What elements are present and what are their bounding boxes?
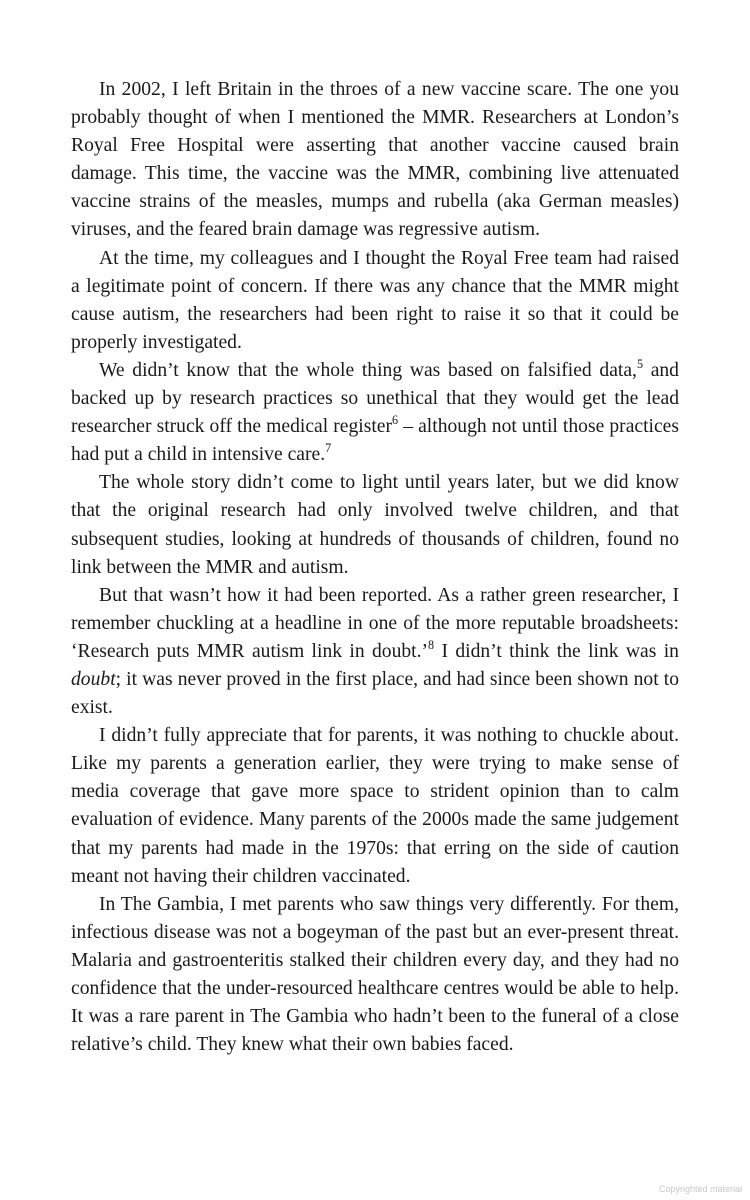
copyright-watermark: Copyrighted material xyxy=(658,1184,742,1194)
footnote-ref: 5 xyxy=(636,356,644,371)
book-page-body xyxy=(71,76,679,1059)
text-run: In The Gambia, I met parents who saw things very differently. For them, infectious disease was not a bogeyman of the past but an ever-present threat. Malaria and gastroenteritis stalked their children every day, and they had no confidence that the under-resourced healthcare centres would be able to help. It was a rare parent in The Gambia who hadn’t been to the funeral of a close relative’s child. They knew what their own babies faced. xyxy=(71,893,679,1056)
text-run: ; it was never proved in the first place, and had since been shown not to exist. xyxy=(71,668,679,719)
text-run: But that wasn’t how it had been reported. As a rather green researcher, I remember chuckling at a headline in one of the more reputable broadsheets: ‘Research puts MMR autism link in doubt.’ xyxy=(71,584,679,662)
footnote-ref: 6 xyxy=(392,413,399,427)
text-run: We didn’t know that the whole thing was based on falsified data, xyxy=(99,359,637,381)
text-run: – although not until those practices had put a child in intensive care. xyxy=(71,416,680,466)
emphasis-text: doubt xyxy=(71,668,116,690)
text-run: I didn’t think the link was in xyxy=(434,640,679,662)
footnote-ref: 7 xyxy=(325,441,332,456)
text-run: I didn’t fully appreciate that for parents, it was nothing to chuckle about. Like my parents a generation earlier, they were trying to make sense of media coverage that gave more space to strident opinion than to calm evaluation of evidence. Many parents of the 2000s made the same judgement that my parents had made in the 1970s: that erring on the side of caution meant not having their children vaccinated. xyxy=(71,725,679,887)
paragraph-6 xyxy=(71,722,679,891)
text-run: At the time, my colleagues and I thought the Royal Free team had raised a legitimate point of concern. If there was any chance that the MMR might cause autism, the researchers had been right to raise it so that it could be properly investigated. xyxy=(71,247,679,353)
text-run: In 2002, I left Britain in the throes of a new vaccine scare. The one you probably thought of when I mentioned the MMR. Researchers at London’s Royal Free Hospital were asserting that another vaccine caused brain damage. This time, the vaccine was the MMR, combining live attenuated vaccine strains of the measles, mumps and rubella (aka German measles) viruses, and the feared brain damage was regressive autism. xyxy=(71,79,679,241)
paragraph-5 xyxy=(71,582,679,722)
paragraph-3 xyxy=(71,357,679,469)
footnote-ref: 8 xyxy=(428,637,435,652)
paragraph-4 xyxy=(71,469,679,581)
text-run: and backed up by research practices so unethical that they would get the lead researcher struck off the medical register xyxy=(71,359,679,438)
paragraph-7 xyxy=(71,891,679,1060)
paragraph-1 xyxy=(71,76,679,245)
text-run: The whole story didn’t come to light until years later, but we did know that the original research had only involved twelve children, and that subsequent studies, looking at hundreds of thousands of children, found no link between the MMR and autism. xyxy=(71,472,679,578)
paragraph-2 xyxy=(71,245,679,357)
